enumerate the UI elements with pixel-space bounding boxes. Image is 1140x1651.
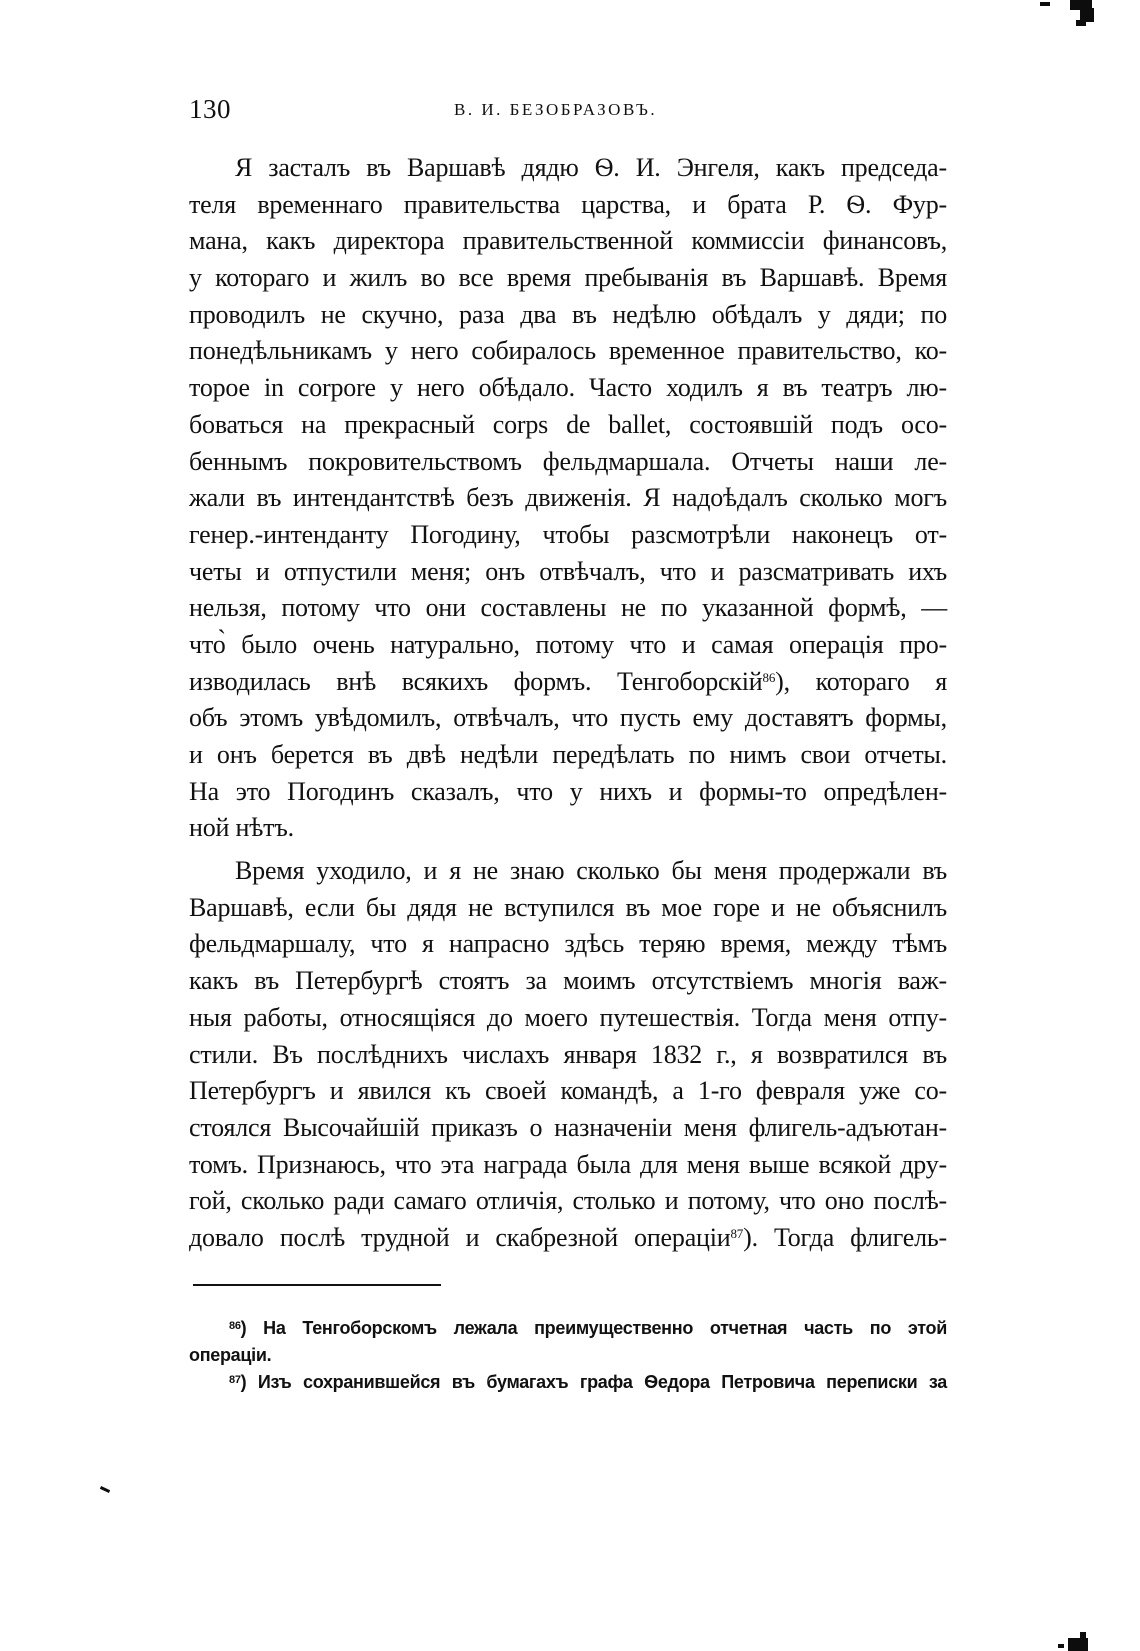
text-line: [189, 664, 947, 701]
page-number: 130: [189, 94, 231, 124]
text-line: На это Погодинъ сказалъ, что у нихъ и формы-то опредѣлен-: [189, 776, 947, 806]
text-fragment: изводилась внѣ всякихъ формъ. Тенгоборскій: [189, 666, 763, 696]
text-line: [189, 1220, 947, 1257]
text-fragment: ) Изъ сохранившейся въ бумагахъ графа Ѳедора Петровича переписки за: [240, 1372, 947, 1392]
scan-artifact: [1080, 1632, 1086, 1640]
text-line: торое in corpore у него обѣдало. Часто ходилъ я въ театръ лю-: [189, 373, 947, 403]
text-line: ныя работы, относящіяся до моего путешествія. Тогда меня отпу-: [189, 1002, 947, 1032]
text-line: нельзя, потому что они составлены не по указанной формѣ, —: [189, 593, 947, 623]
text-fragment: ). Тогда флигель-: [743, 1222, 948, 1252]
footnote-marker: 86: [229, 1320, 241, 1332]
text-fragment: ) На Тенгоборскомъ лежала преимущественно отчетная часть по этой: [240, 1318, 947, 1338]
scan-artifact: [1058, 1644, 1064, 1648]
text-line: у котораго и жилъ во все время пребыванія въ Варшавѣ. Время: [189, 263, 947, 293]
footnote-line: [189, 1315, 947, 1342]
text-line: Варшавѣ, если бы дядя не вступился въ мое горе и не объяснилъ: [189, 892, 947, 922]
scan-artifact: [1076, 20, 1086, 26]
text-line: теля временнаго правительства царства, и брата Р. Ѳ. Фур-: [189, 189, 947, 219]
text-line: фельдмаршалу, что я напрасно здѣсь теряю время, между тѣмъ: [189, 929, 947, 959]
footnote-ref-86[interactable]: 86: [762, 669, 776, 685]
text-line: беннымъ покровительствомъ фельдмаршала. Отчеты наши ле-: [189, 446, 947, 476]
text-line: что̀ было очень натурально, потому что и самая операція про-: [189, 629, 947, 659]
scan-artifact: [100, 1486, 110, 1493]
footnote-divider: [193, 1284, 441, 1286]
text-line: ной нѣтъ.: [189, 813, 294, 843]
text-line: понедѣльникамъ у него собиралось временное правительство, ко-: [189, 336, 947, 366]
text-line: стили. Въ послѣднихъ числахъ января 1832 г., я возвратился въ: [189, 1039, 947, 1069]
text-line: Я засталъ въ Варшавѣ дядю Ѳ. И. Энгеля, какъ председа-: [235, 153, 947, 182]
text-line: гой, сколько ради самаго отличія, столько и потому, что оно послѣ-: [189, 1186, 947, 1216]
text-line: и онъ берется въ двѣ недѣли передѣлать по нимъ свои отчеты.: [189, 740, 947, 769]
footnote-line: [189, 1369, 947, 1396]
page-header: [189, 90, 949, 130]
text-line: томъ. Признаюсь, что эта награда была для меня выше всякой дру-: [189, 1149, 947, 1179]
text-line: проводилъ не скучно, раза два въ недѣлю обѣдалъ у дяди; по: [189, 299, 947, 329]
footnote-line: операціи.: [189, 1345, 272, 1365]
text-line: какъ въ Петербургѣ стоятъ за моимъ отсутствіемъ многія важ-: [189, 966, 947, 996]
text-line: стоялся Высочайшій приказъ о назначеніи меня флигель-адъютан-: [189, 1112, 947, 1142]
text-line: жали въ интендантствѣ безъ движенія. Я надоѣдалъ сколько могъ: [189, 483, 947, 513]
text-fragment: довало послѣ трудной и скабрезной операціи: [189, 1222, 731, 1252]
body-text: [189, 150, 947, 1257]
text-line: Петербургъ и явился къ своей командѣ, а 1-го февраля уже со-: [189, 1076, 947, 1106]
scan-artifact: [1040, 2, 1050, 6]
text-line: генер.-интенданту Погодину, чтобы разсмотрѣли наконецъ от-: [189, 519, 947, 549]
paragraph-1: [189, 150, 947, 847]
footnotes: [189, 1315, 947, 1396]
running-head: В. И. БЕЗОБРАЗОВЪ.: [454, 100, 658, 119]
footnote-87: [189, 1369, 947, 1396]
text-line: объ этомъ увѣдомилъ, отвѣчалъ, что пусть ему доставятъ формы,: [189, 703, 947, 733]
text-line: мана, какъ директора правительственной коммиссіи финансовъ,: [189, 226, 947, 256]
text-fragment: ), котораго я: [775, 666, 948, 696]
footnote-ref-87[interactable]: 87: [730, 1225, 744, 1241]
footnote-marker: 87: [229, 1374, 241, 1386]
text-line: боваться на прекрасный corps de ballet, состоявшій подъ осо-: [189, 409, 947, 439]
text-line: Время уходило, и я не знаю сколько бы меня продержали въ: [235, 856, 947, 886]
footnote-86: [189, 1315, 947, 1369]
paragraph-2: [189, 853, 947, 1257]
text-line: четы и отпустили меня; онъ отвѣчалъ, что и разсматривать ихъ: [189, 556, 947, 586]
